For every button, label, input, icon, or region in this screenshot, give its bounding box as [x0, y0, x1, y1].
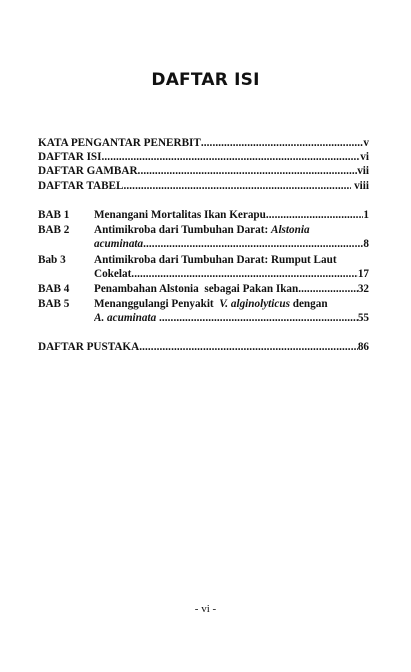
chapter-title-italic: V. alginolyticus — [219, 298, 290, 311]
chapter-title-line — [94, 223, 369, 237]
toc-entry-page: vii — [357, 165, 369, 178]
chapter-page: 17 — [357, 267, 369, 280]
toc-entry-label: DAFTAR ISI — [38, 151, 102, 164]
dot-leader — [138, 164, 358, 178]
chapter-entry — [38, 282, 369, 296]
dot-leader — [298, 282, 358, 296]
chapter-page: 8 — [363, 238, 369, 251]
toc-entry-page: v — [363, 137, 369, 149]
toc-entry-kata-pengantar — [38, 136, 369, 150]
chapter-title: Antimikroba dari Tumbuhan Darat: — [94, 224, 271, 237]
chapter-title-line — [94, 208, 369, 222]
chapter-page: 32 — [357, 283, 369, 296]
chapter-title-italic: A. acuminata — [94, 312, 157, 325]
chapter-title-line — [94, 267, 369, 281]
dot-leader — [159, 311, 358, 325]
chapter-page: 1 — [363, 209, 369, 221]
chapter-title-line — [94, 311, 369, 325]
chapter-title: dengan — [289, 298, 328, 311]
page-title: DAFTAR ISI — [151, 70, 260, 90]
chapter-label: BAB 5 — [38, 298, 70, 311]
chapter-list — [38, 208, 369, 327]
chapter-title-line — [94, 282, 369, 296]
chapter-page: 55 — [357, 312, 369, 325]
chapter-title-line: Antimikroba dari Tumbuhan Darat: Rumput Laut — [94, 253, 337, 266]
toc-entry-label: DAFTAR PUSTAKA — [38, 341, 140, 353]
chapter-entry — [38, 253, 369, 281]
chapter-label: BAB 1 — [38, 209, 70, 221]
dot-leader — [123, 179, 351, 193]
dot-leader — [266, 208, 364, 222]
dot-leader — [143, 237, 363, 251]
chapter-entry — [38, 223, 369, 251]
chapter-title-line — [94, 297, 369, 311]
toc-entry-page: vi — [360, 151, 369, 164]
chapter-label: BAB 4 — [38, 283, 70, 296]
toc-entry-label: DAFTAR GAMBAR — [38, 165, 138, 178]
toc-entry-daftar-pustaka — [38, 340, 369, 354]
toc-entry-label: DAFTAR TABEL — [38, 179, 124, 192]
toc-entry-label: KATA PENGANTAR PENERBIT — [38, 137, 201, 149]
dot-leader — [131, 267, 358, 281]
front-matter-list — [38, 136, 369, 193]
chapter-title-italic: acuminata — [94, 238, 144, 251]
toc-entry-daftar-gambar — [38, 164, 369, 178]
chapter-title-line — [94, 237, 369, 251]
chapter-title: Penambahan Alstonia sebagai Pakan Ikan — [94, 283, 299, 296]
chapter-title: Menanggulangi Penyakit — [94, 298, 220, 311]
chapter-entry — [38, 208, 369, 222]
dot-leader — [201, 136, 364, 150]
chapter-label: BAB 2 — [38, 224, 70, 237]
toc-entry-page: viii — [351, 179, 369, 192]
toc-entry-page: 86 — [357, 341, 369, 353]
dot-leader — [102, 150, 361, 164]
chapter-title: Menangani Mortalitas Ikan Kerapu — [94, 209, 266, 221]
chapter-title: Cokelat — [94, 267, 132, 280]
toc-entry-daftar-tabel — [38, 179, 369, 193]
dot-leader — [139, 340, 358, 354]
chapter-title-italic: Alstonia — [270, 224, 310, 237]
back-matter-list — [38, 340, 369, 354]
chapter-label: Bab 3 — [38, 253, 66, 266]
page-number-footer: - vi - — [194, 603, 217, 615]
toc-entry-daftar-isi — [38, 150, 369, 164]
chapter-entry — [38, 297, 369, 325]
